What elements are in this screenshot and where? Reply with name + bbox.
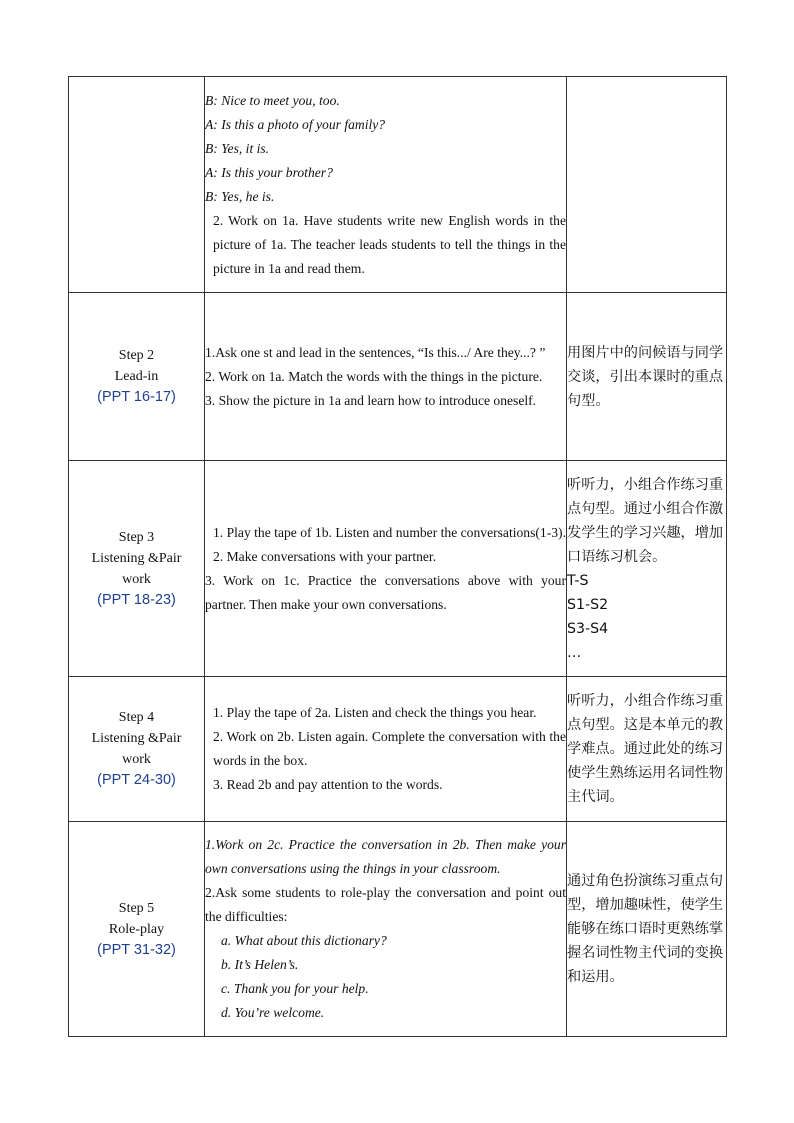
activity-line: d. You’re welcome. — [221, 1005, 325, 1020]
ppt-range: (PPT 16-17) — [97, 389, 176, 405]
activity-line: 1.Work on 2c. Practice the conversation in 2b. Then make your own conversations using the things in your classroom. — [205, 837, 566, 876]
activity-line: 2.Ask some students to role-play the conversation and point out the difficulties: — [205, 885, 566, 924]
activity-line: 1.Ask one st and lead in the sentences, “Is this.../ Are they...? ” — [205, 344, 546, 360]
table-row — [69, 822, 727, 1037]
ppt-range: (PPT 18-23) — [97, 591, 176, 608]
step-label: Step 4 — [118, 710, 155, 725]
step-cell — [69, 461, 205, 677]
activity-cell — [205, 822, 567, 1037]
activity-line: 2. Work on 1a. Have students write new English words in the picture of 1a. The teacher leads students to tell the things in the picture in 1a and read them. — [213, 212, 566, 276]
step-label: Lead-in — [114, 369, 159, 384]
step-label: Step 3 — [118, 529, 155, 545]
activity-cell — [205, 461, 567, 677]
lesson-plan-table — [68, 76, 727, 1037]
purpose-text: 听听力，小组合作练习重点句型。通过小组合作激发学生的学习兴趣，增加口语练习机会。 — [567, 476, 724, 565]
activity-line: 3. Show the picture in 1a and learn how to introduce oneself. — [205, 392, 537, 408]
step-cell — [69, 677, 205, 822]
step-cell — [69, 77, 205, 293]
purpose-text: S3-S4 — [567, 620, 609, 637]
step-label: Step 5 — [118, 900, 155, 916]
step-label: Role-play — [108, 921, 165, 937]
step-label: Step 2 — [118, 348, 155, 363]
purpose-text: T-S — [567, 572, 589, 589]
activity-line: A: Is this your brother? — [205, 164, 333, 180]
table-row — [69, 461, 727, 677]
purpose-cell — [567, 77, 727, 293]
step-label: work — [122, 571, 151, 587]
activity-line: B: Nice to meet you, too. — [205, 92, 340, 108]
activity-cell — [205, 77, 567, 293]
activity-line: 2. Work on 1a. Match the words with the things in the picture. — [205, 368, 543, 384]
ppt-range: (PPT 24-30) — [97, 772, 176, 788]
activity-line: B: Yes, it is. — [205, 140, 270, 156]
purpose-text: 用图片中的问候语与同学交谈，引出本课时的重点句型。 — [567, 344, 724, 409]
purpose-text: … — [567, 644, 582, 661]
activity-line: 3. Read 2b and pay attention to the words. — [213, 777, 443, 792]
purpose-text: S1-S2 — [567, 596, 609, 613]
lesson-plan-body — [69, 77, 727, 1037]
activity-line: A: Is this a photo of your family? — [205, 116, 386, 132]
activity-cell — [205, 293, 567, 461]
activity-line: c. Thank you for your help. — [221, 981, 369, 996]
activity-line: 2. Work on 2b. Listen again. Complete the conversation with the words in the box. — [213, 729, 566, 768]
purpose-cell — [567, 293, 727, 461]
activity-cell — [205, 677, 567, 822]
ppt-range: (PPT 31-32) — [97, 941, 176, 958]
step-cell — [69, 293, 205, 461]
activity-line: 1. Play the tape of 2a. Listen and check the things you hear. — [213, 705, 537, 720]
step-label: Listening &Pair — [91, 731, 182, 746]
activity-line: 3. Work on 1c. Practice the conversations above with your partner. Then make your own conversations. — [205, 572, 566, 612]
step-label: Listening &Pair — [91, 550, 182, 566]
step-label: work — [122, 752, 151, 767]
activity-line: a. What about this dictionary? — [221, 933, 387, 948]
purpose-text: 听听力，小组合作练习重点句型。这是本单元的教学难点。通过此处的练习使学生熟练运用名词性物主代词。 — [567, 693, 724, 805]
step-cell — [69, 822, 205, 1037]
purpose-cell — [567, 677, 727, 822]
activity-line: 1. Play the tape of 1b. Listen and number the conversations(1-3). — [213, 524, 566, 540]
activity-line: b. It’s Helen’s. — [221, 957, 299, 972]
table-row — [69, 677, 727, 822]
purpose-text: 通过角色扮演练习重点句型，增加趣味性，使学生能够在练口语时更熟练掌握名词性物主代词的变换和运用。 — [567, 873, 724, 985]
purpose-cell — [567, 461, 727, 677]
table-row — [69, 293, 727, 461]
purpose-cell — [567, 822, 727, 1037]
activity-line: B: Yes, he is. — [205, 188, 275, 204]
activity-line: 2. Make conversations with your partner. — [213, 548, 437, 564]
table-row — [69, 77, 727, 293]
